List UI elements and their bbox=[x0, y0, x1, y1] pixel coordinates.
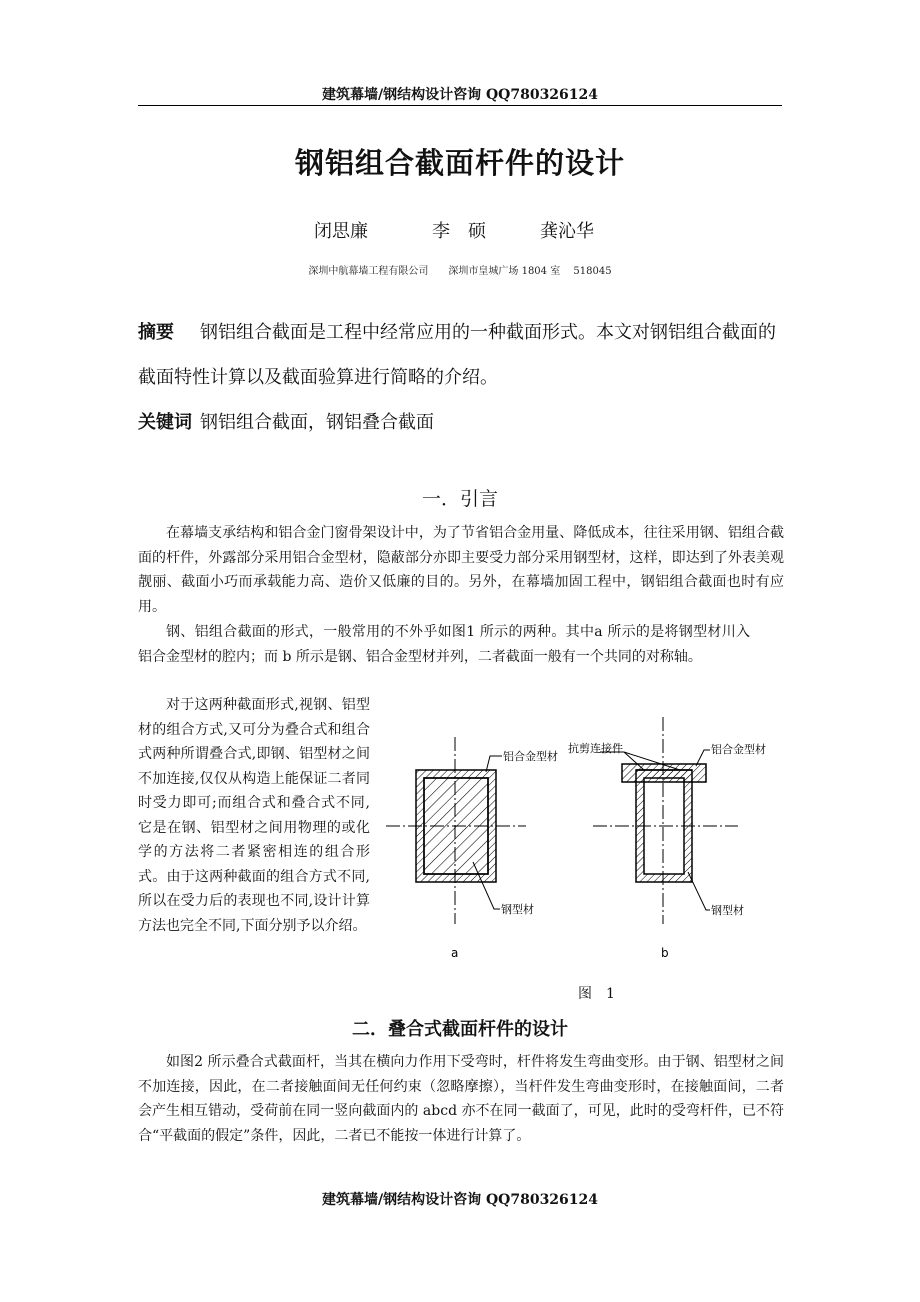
label-shear-connector: 抗剪连接件 bbox=[568, 742, 623, 755]
author-2: 李 硕 bbox=[432, 221, 486, 242]
section2-heading: 二．叠合式截面杆件的设计 bbox=[352, 1019, 568, 1040]
label-b: b bbox=[661, 946, 669, 960]
steel-core-a bbox=[424, 778, 488, 874]
section1-paragraph-2: 钢、铝组合截面的形式，一般常用的不外乎如图1 所示的两种。其中a 所示的是将钢型材川入铝合金型材的腔内；而 b 所示是钢、铝合金型材并列，二者截面一般有一个共同的对称轴。 bbox=[138, 624, 750, 665]
page-header: 建筑幕墙/钢结构设计咨询 QQ780326124 bbox=[321, 87, 599, 103]
paper-title: 钢铝组合截面杆件的设计 bbox=[294, 146, 625, 180]
section2-paragraph-1: 如图2 所示叠合式截面杆，当其在横向力作用下受弯时，杆件将发生弯曲变形。由于钢、铝型材之间不加连接，因此，在二者接触面间无任何约束（忽略摩擦），当杆件发生弯曲变形时，在接触面间，二者会产生相互错动，受荷前在同一竖向截面内的 abcd 亦不在同一截面了，可见，此时的受弯杆件，已不符合“平截面的假定”条件，因此，二者已不能按一体进行计算了。 bbox=[138, 1054, 784, 1144]
header-rule bbox=[138, 105, 782, 106]
figure-1 bbox=[378, 712, 788, 962]
section-b-diagram bbox=[568, 717, 766, 960]
figure-caption: 图 1 bbox=[578, 986, 615, 1002]
section1-paragraph-3: 对于这两种截面形式,视钢、铝型材的组合方式,又可分为叠合式和组合式两种所谓叠合式,即钢、铝型材之间不加连接,仅仅从构造上能保证二者同时受力即可;而组合式和叠合式不同,它是在钢、铝型材之间用物理的或化学的方法将二者紧密相连的组合形式。由于这两种截面的组合方式不同,所以在受力后的表现也不同,设计计算方法也完全不同,下面分别予以介绍。 bbox=[138, 697, 370, 934]
label-steel-b: 钢型材 bbox=[711, 904, 744, 917]
page-footer: 建筑幕墙/钢结构设计咨询 QQ780326124 bbox=[321, 1192, 599, 1208]
affiliation: 深圳中航幕墙工程有限公司 深圳市皇城广场 1804 室 518045 bbox=[308, 266, 612, 277]
section1-heading: 一．引言 bbox=[421, 488, 498, 510]
label-steel-a: 钢型材 bbox=[501, 903, 534, 916]
label-alu-b: 铝合金型材 bbox=[711, 743, 766, 756]
abstract-label: 摘要 bbox=[138, 322, 174, 343]
keywords bbox=[138, 408, 784, 434]
label-a: a bbox=[451, 946, 459, 960]
abstract-text: 钢铝组合截面是工程中经常应用的一种截面形式。本文对钢铝组合截面的截面特性计算以及截面验算进行简略的介绍。 bbox=[138, 322, 776, 388]
keywords-label: 关键词 bbox=[138, 412, 192, 433]
author-1: 闭思廉 bbox=[314, 221, 368, 242]
section-a-diagram bbox=[386, 737, 558, 960]
keywords-text: 钢铝组合截面，钢铝叠合截面 bbox=[200, 412, 434, 433]
label-alu-a: 铝合金型材 bbox=[503, 750, 558, 763]
author-3: 龚沁华 bbox=[540, 221, 594, 242]
abstract bbox=[138, 310, 784, 400]
section1-paragraph-1: 在幕墙支承结构和铝合金门窗骨架设计中，为了节省铝合金用量、降低成本，往往采用钢、铝组合截面的杆件，外露部分采用铝合金型材，隐蔽部分亦即主要受力部分采用钢型材，这样，即达到了外表美观靓丽、截面小巧而承载能力高、造价又低廉的目的。另外，在幕墙加固工程中，钢铝组合截面也时有应用。 bbox=[138, 525, 784, 615]
